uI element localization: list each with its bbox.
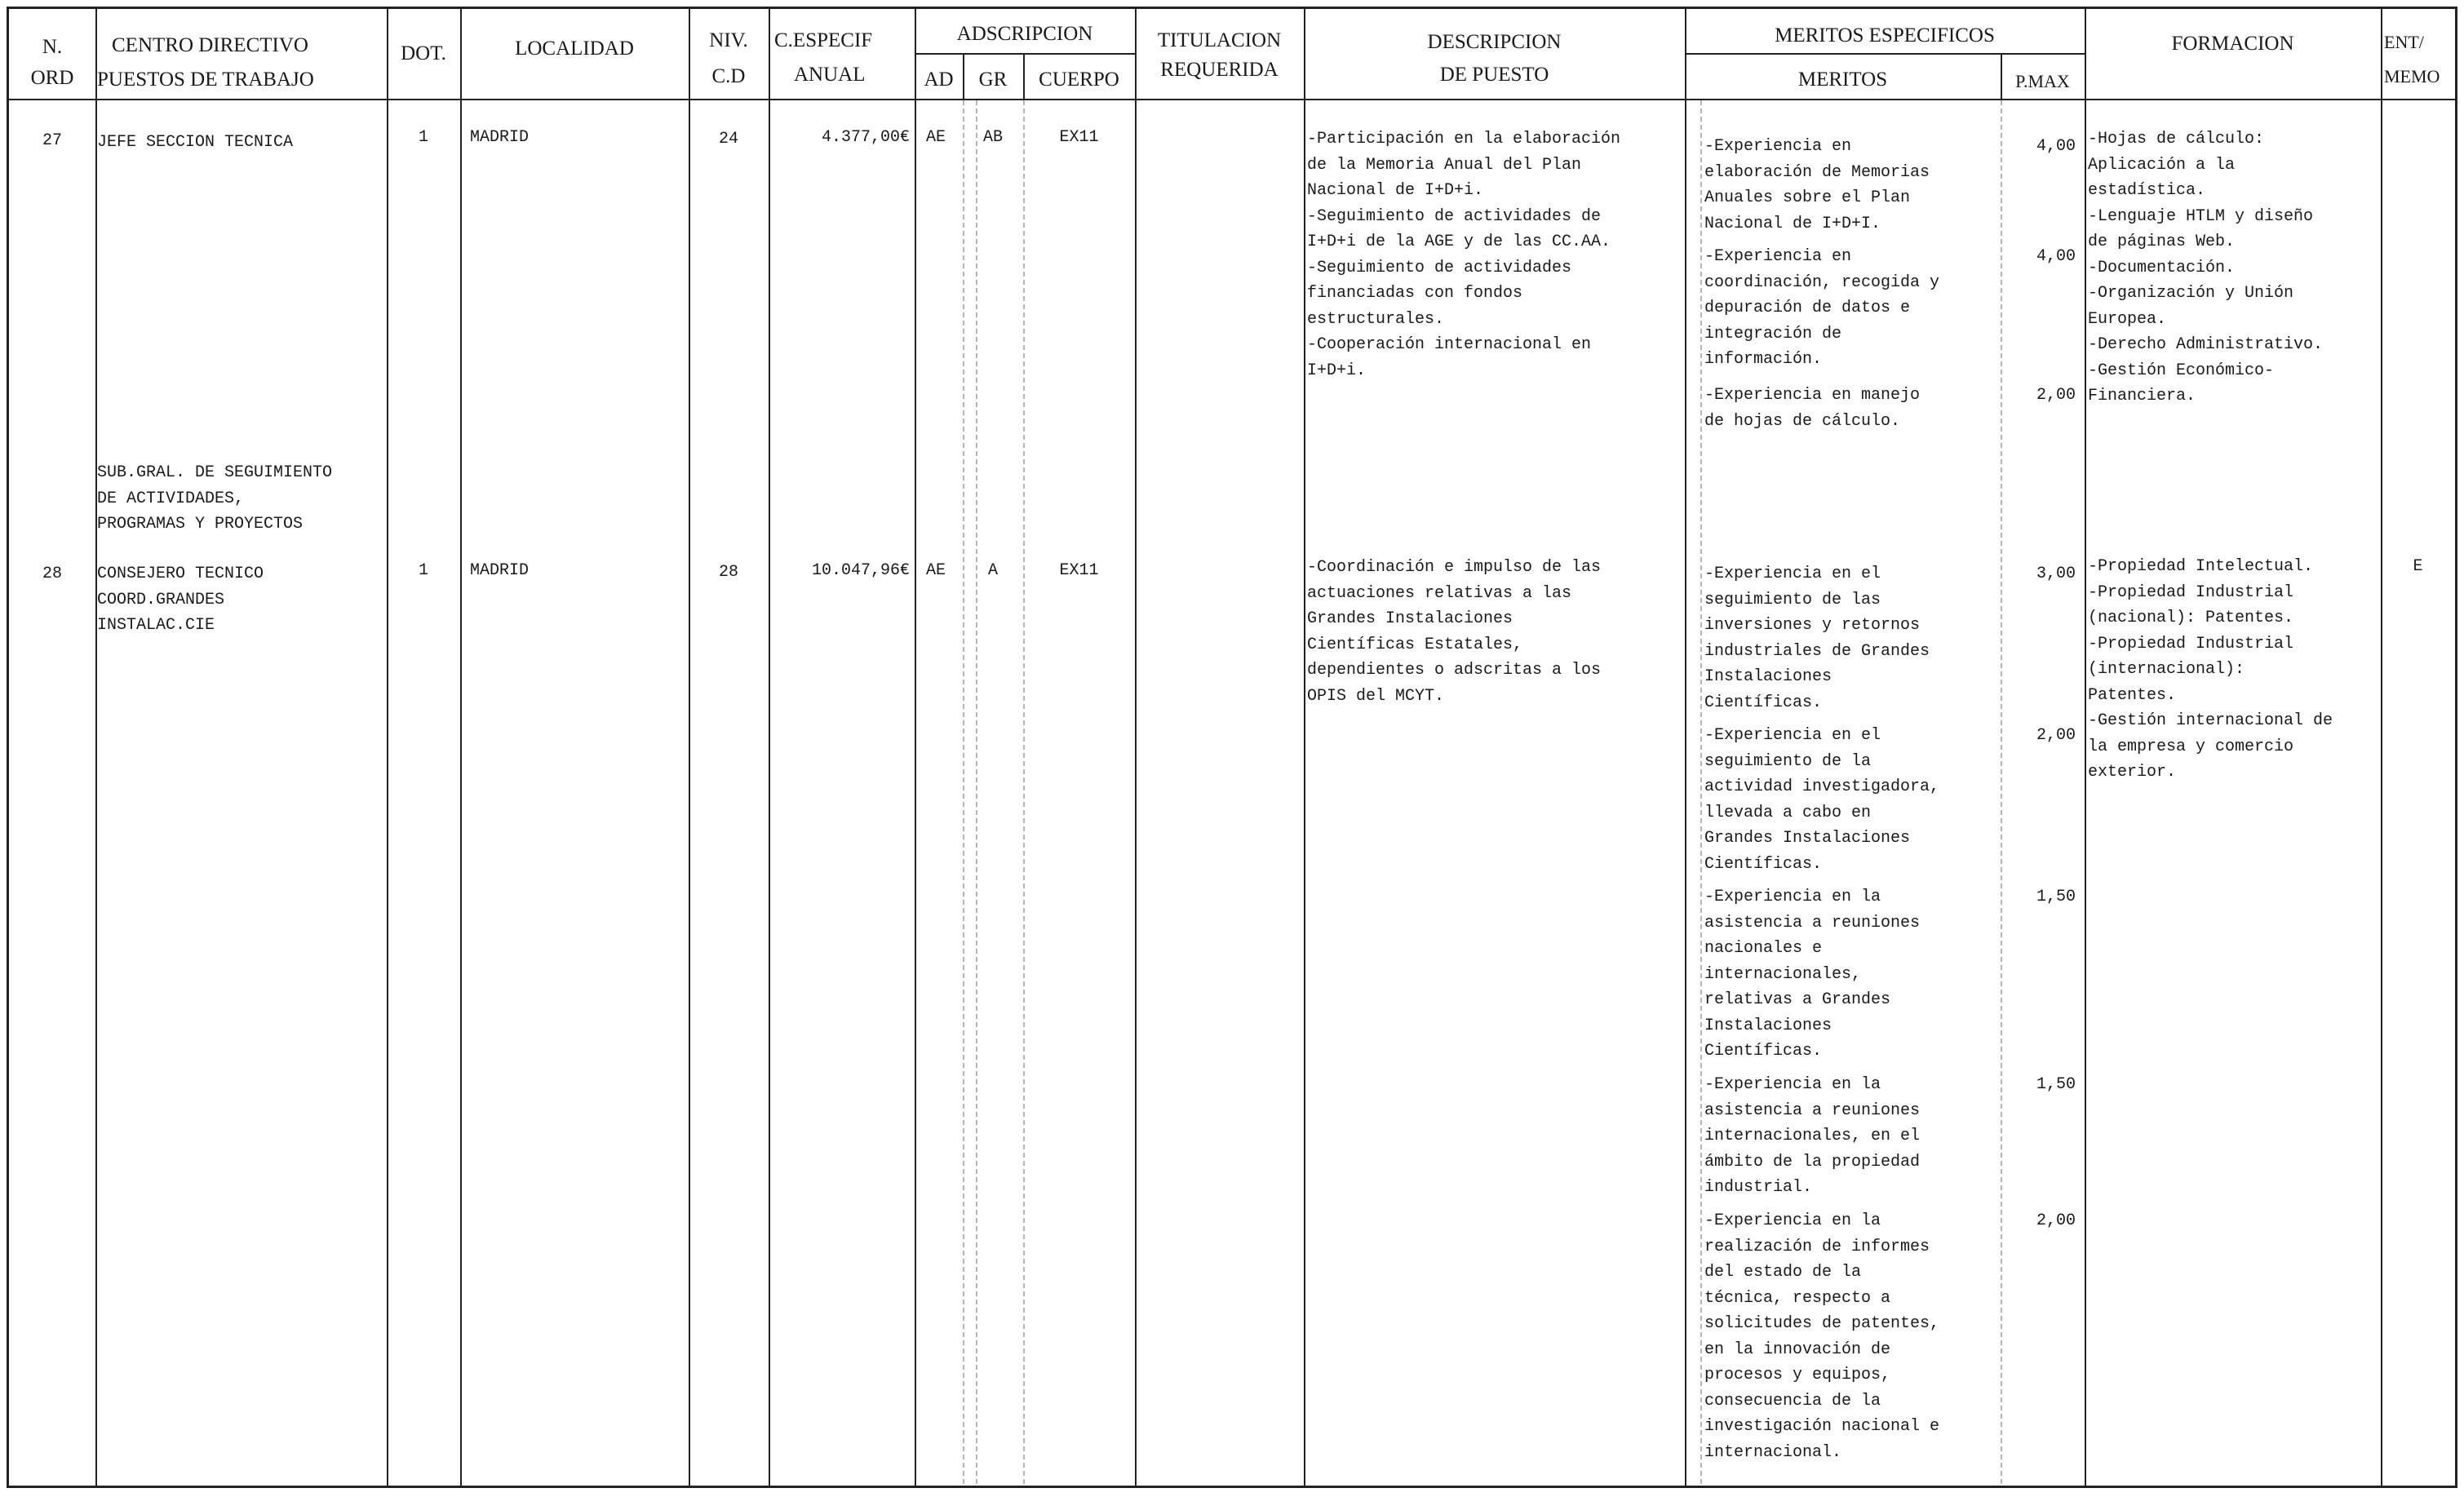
header-titulacion bbox=[1135, 29, 1304, 82]
header-centro-line1: CENTRO DIRECTIVO bbox=[112, 34, 308, 56]
header-niv-line1: NIV. bbox=[709, 29, 748, 51]
cell-formacion: -Propiedad Intelectual. -Propiedad Industrial (nacional): Patentes. -Propiedad Industrial (internacional): Patentes. -Gestión internacional de la empresa y comercio exterior. bbox=[2088, 557, 2333, 782]
cell-ad: AE bbox=[926, 128, 946, 147]
cell-pmax-4: 1,50 bbox=[2036, 1075, 2076, 1094]
cell-merito-2: -Experiencia en coordinación, recogida y depuración de datos e integración de información. bbox=[1704, 247, 1940, 369]
cell-niv: 28 bbox=[718, 563, 738, 582]
cell-cesp: 10.047,96€ bbox=[811, 561, 910, 580]
header-meritos-especificos: MERITOS ESPECIFICOS bbox=[1775, 24, 1995, 47]
header-descripcion-line1: DESCRIPCION bbox=[1427, 31, 1562, 53]
cell-pmax-2: 2,00 bbox=[2036, 726, 2076, 745]
header-descripcion-line2: DE PUESTO bbox=[1439, 64, 1549, 86]
body-guide-pmax bbox=[2001, 100, 2002, 1484]
cell-cuerpo: EX11 bbox=[1059, 128, 1099, 147]
body-guide-ad bbox=[963, 100, 964, 1484]
header-bottom-rule bbox=[9, 99, 2455, 100]
header-meritos: MERITOS bbox=[1797, 69, 1888, 91]
cell-merito-5: -Experiencia en la realización de informes del estado de la técnica, respecto a solicitudes de patentes, en la innovación de procesos y equipos, consecuencia de la investigación nacional e internacional. bbox=[1704, 1211, 1940, 1462]
cell-gr: AB bbox=[982, 128, 1003, 147]
col-sep-6 bbox=[915, 9, 916, 1486]
cell-descripcion: -Coordinación e impulso de las actuaciones relativas a las Grandes Instalaciones Científicas Estatales, dependientes o adscritas a los OPIS del MCYT. bbox=[1307, 558, 1602, 706]
cell-nord: 28 bbox=[42, 565, 62, 583]
header-entmemo bbox=[2384, 30, 2454, 89]
header-niv-line2: C.D bbox=[711, 65, 746, 87]
cell-formacion: -Hojas de cálculo: Aplicación a la estadística. -Lenguaje HTLM y diseño de páginas Web. -Documentación. -Organización y Unión Europea. -Derecho Administrativo. -Gestión Económico- Financiera. bbox=[2088, 130, 2324, 405]
header-rule-meritos bbox=[1685, 53, 2085, 55]
cell-pmax-1: 3,00 bbox=[2036, 565, 2076, 583]
header-ad: AD bbox=[924, 69, 954, 91]
cell-descripcion: -Participación en la elaboración de la Memoria Anual del Plan Nacional de I+D+i. -Seguimiento de actividades de I+D+i de la AGE y de las CC.AA. -Seguimiento de actividades financiadas con fondos estructurales. -Cooperación internacional en I+D+i. bbox=[1307, 130, 1621, 380]
cell-gr: A bbox=[987, 561, 998, 580]
cell-centro-directivo: SUB.GRAL. DE SEGUIMIENTO DE ACTIVIDADES, PROGRAMAS Y PROYECTOS bbox=[97, 463, 333, 534]
header-nord-line2: ORD bbox=[30, 67, 74, 89]
cell-merito-3: -Experiencia en manejo de hojas de cálculo. bbox=[1704, 386, 1921, 431]
cell-localidad: MADRID bbox=[470, 128, 530, 147]
cell-niv: 24 bbox=[718, 130, 738, 148]
cell-nord: 27 bbox=[42, 131, 62, 150]
header-cuerpo: CUERPO bbox=[1039, 69, 1119, 91]
cell-merito-1: -Experiencia en el seguimiento de las inversiones y retornos industriales de Grandes Instalaciones Científicas. bbox=[1704, 565, 1930, 712]
cell-dot: 1 bbox=[418, 561, 428, 580]
cell-pmax-1: 4,00 bbox=[2036, 137, 2076, 156]
col-sep-5 bbox=[769, 9, 770, 1486]
header-cesp-line1: C.ESPECIF bbox=[774, 29, 873, 51]
rpt-table bbox=[7, 7, 2457, 1488]
cell-puesto: JEFE SECCION TECNICA bbox=[97, 133, 294, 152]
body-guide-cuerpo bbox=[1023, 100, 1025, 1484]
col-sep-2 bbox=[387, 9, 388, 1486]
col-sep-11 bbox=[2381, 9, 2382, 1486]
header-dot: DOT. bbox=[401, 42, 446, 64]
body-guide-meritos-left bbox=[1700, 100, 1702, 1484]
col-sep-3 bbox=[460, 9, 462, 1486]
header-gr: GR bbox=[978, 69, 1008, 91]
header-titulacion-line2: REQUERIDA bbox=[1160, 59, 1279, 81]
header-titulacion-line1: TITULACION bbox=[1157, 29, 1282, 51]
header-descripcion bbox=[1304, 30, 1685, 87]
cell-dot: 1 bbox=[418, 128, 428, 147]
col-sep-8 bbox=[1304, 9, 1305, 1486]
cell-pmax-3: 2,00 bbox=[2036, 386, 2076, 405]
cell-puesto: CONSEJERO TECNICO COORD.GRANDES INSTALAC.CIE bbox=[97, 565, 264, 635]
cell-ad: AE bbox=[926, 561, 946, 580]
cell-entmemo: E bbox=[2413, 557, 2423, 576]
header-cesp-line2: ANUAL bbox=[794, 64, 866, 86]
header-localidad: LOCALIDAD bbox=[515, 38, 634, 60]
col-sep-7 bbox=[1135, 9, 1137, 1486]
cell-pmax-5: 2,00 bbox=[2036, 1211, 2076, 1230]
header-entmemo-line2: MEMO bbox=[2384, 66, 2440, 86]
col-sep-1 bbox=[95, 9, 97, 1486]
header-entmemo-line1: ENT/ bbox=[2384, 32, 2424, 52]
header-adscripcion: ADSCRIPCION bbox=[956, 23, 1093, 45]
header-cesp bbox=[774, 29, 915, 87]
header-nord bbox=[9, 35, 95, 91]
header-centro bbox=[97, 33, 386, 92]
header-formacion: FORMACION bbox=[2171, 33, 2294, 55]
cell-cesp: 4.377,00€ bbox=[821, 128, 910, 147]
cell-pmax-2: 4,00 bbox=[2036, 247, 2076, 266]
header-niv bbox=[689, 29, 769, 89]
cell-merito-2: -Experiencia en el seguimiento de la actividad investigadora, llevada a cabo en Grandes Instalaciones Científicas. bbox=[1704, 726, 1940, 874]
col-sep-10 bbox=[2085, 9, 2086, 1486]
col-sep-9 bbox=[1685, 9, 1686, 1486]
cell-localidad: MADRID bbox=[470, 561, 530, 580]
cell-merito-4: -Experiencia en la asistencia a reuniones internacionales, en el ámbito de la propiedad industrial. bbox=[1704, 1075, 1921, 1197]
header-nord-line1: N. bbox=[42, 36, 63, 58]
cell-pmax-3: 1,50 bbox=[2036, 888, 2076, 906]
cell-merito-1: -Experiencia en elaboración de Memorias Anuales sobre el Plan Nacional de I+D+I. bbox=[1704, 137, 1930, 233]
header-pmax: P.MAX bbox=[2015, 71, 2070, 91]
header-rule-sub bbox=[915, 53, 1135, 55]
cell-merito-3: -Experiencia en la asistencia a reuniones nacionales e internacionales, relativas a Grandes Instalaciones Científicas. bbox=[1704, 888, 1921, 1061]
body-guide-gr bbox=[976, 100, 977, 1484]
col-sep-4 bbox=[689, 9, 690, 1486]
cell-cuerpo: EX11 bbox=[1059, 561, 1099, 580]
header-centro-line2: PUESTOS DE TRABAJO bbox=[97, 69, 314, 91]
